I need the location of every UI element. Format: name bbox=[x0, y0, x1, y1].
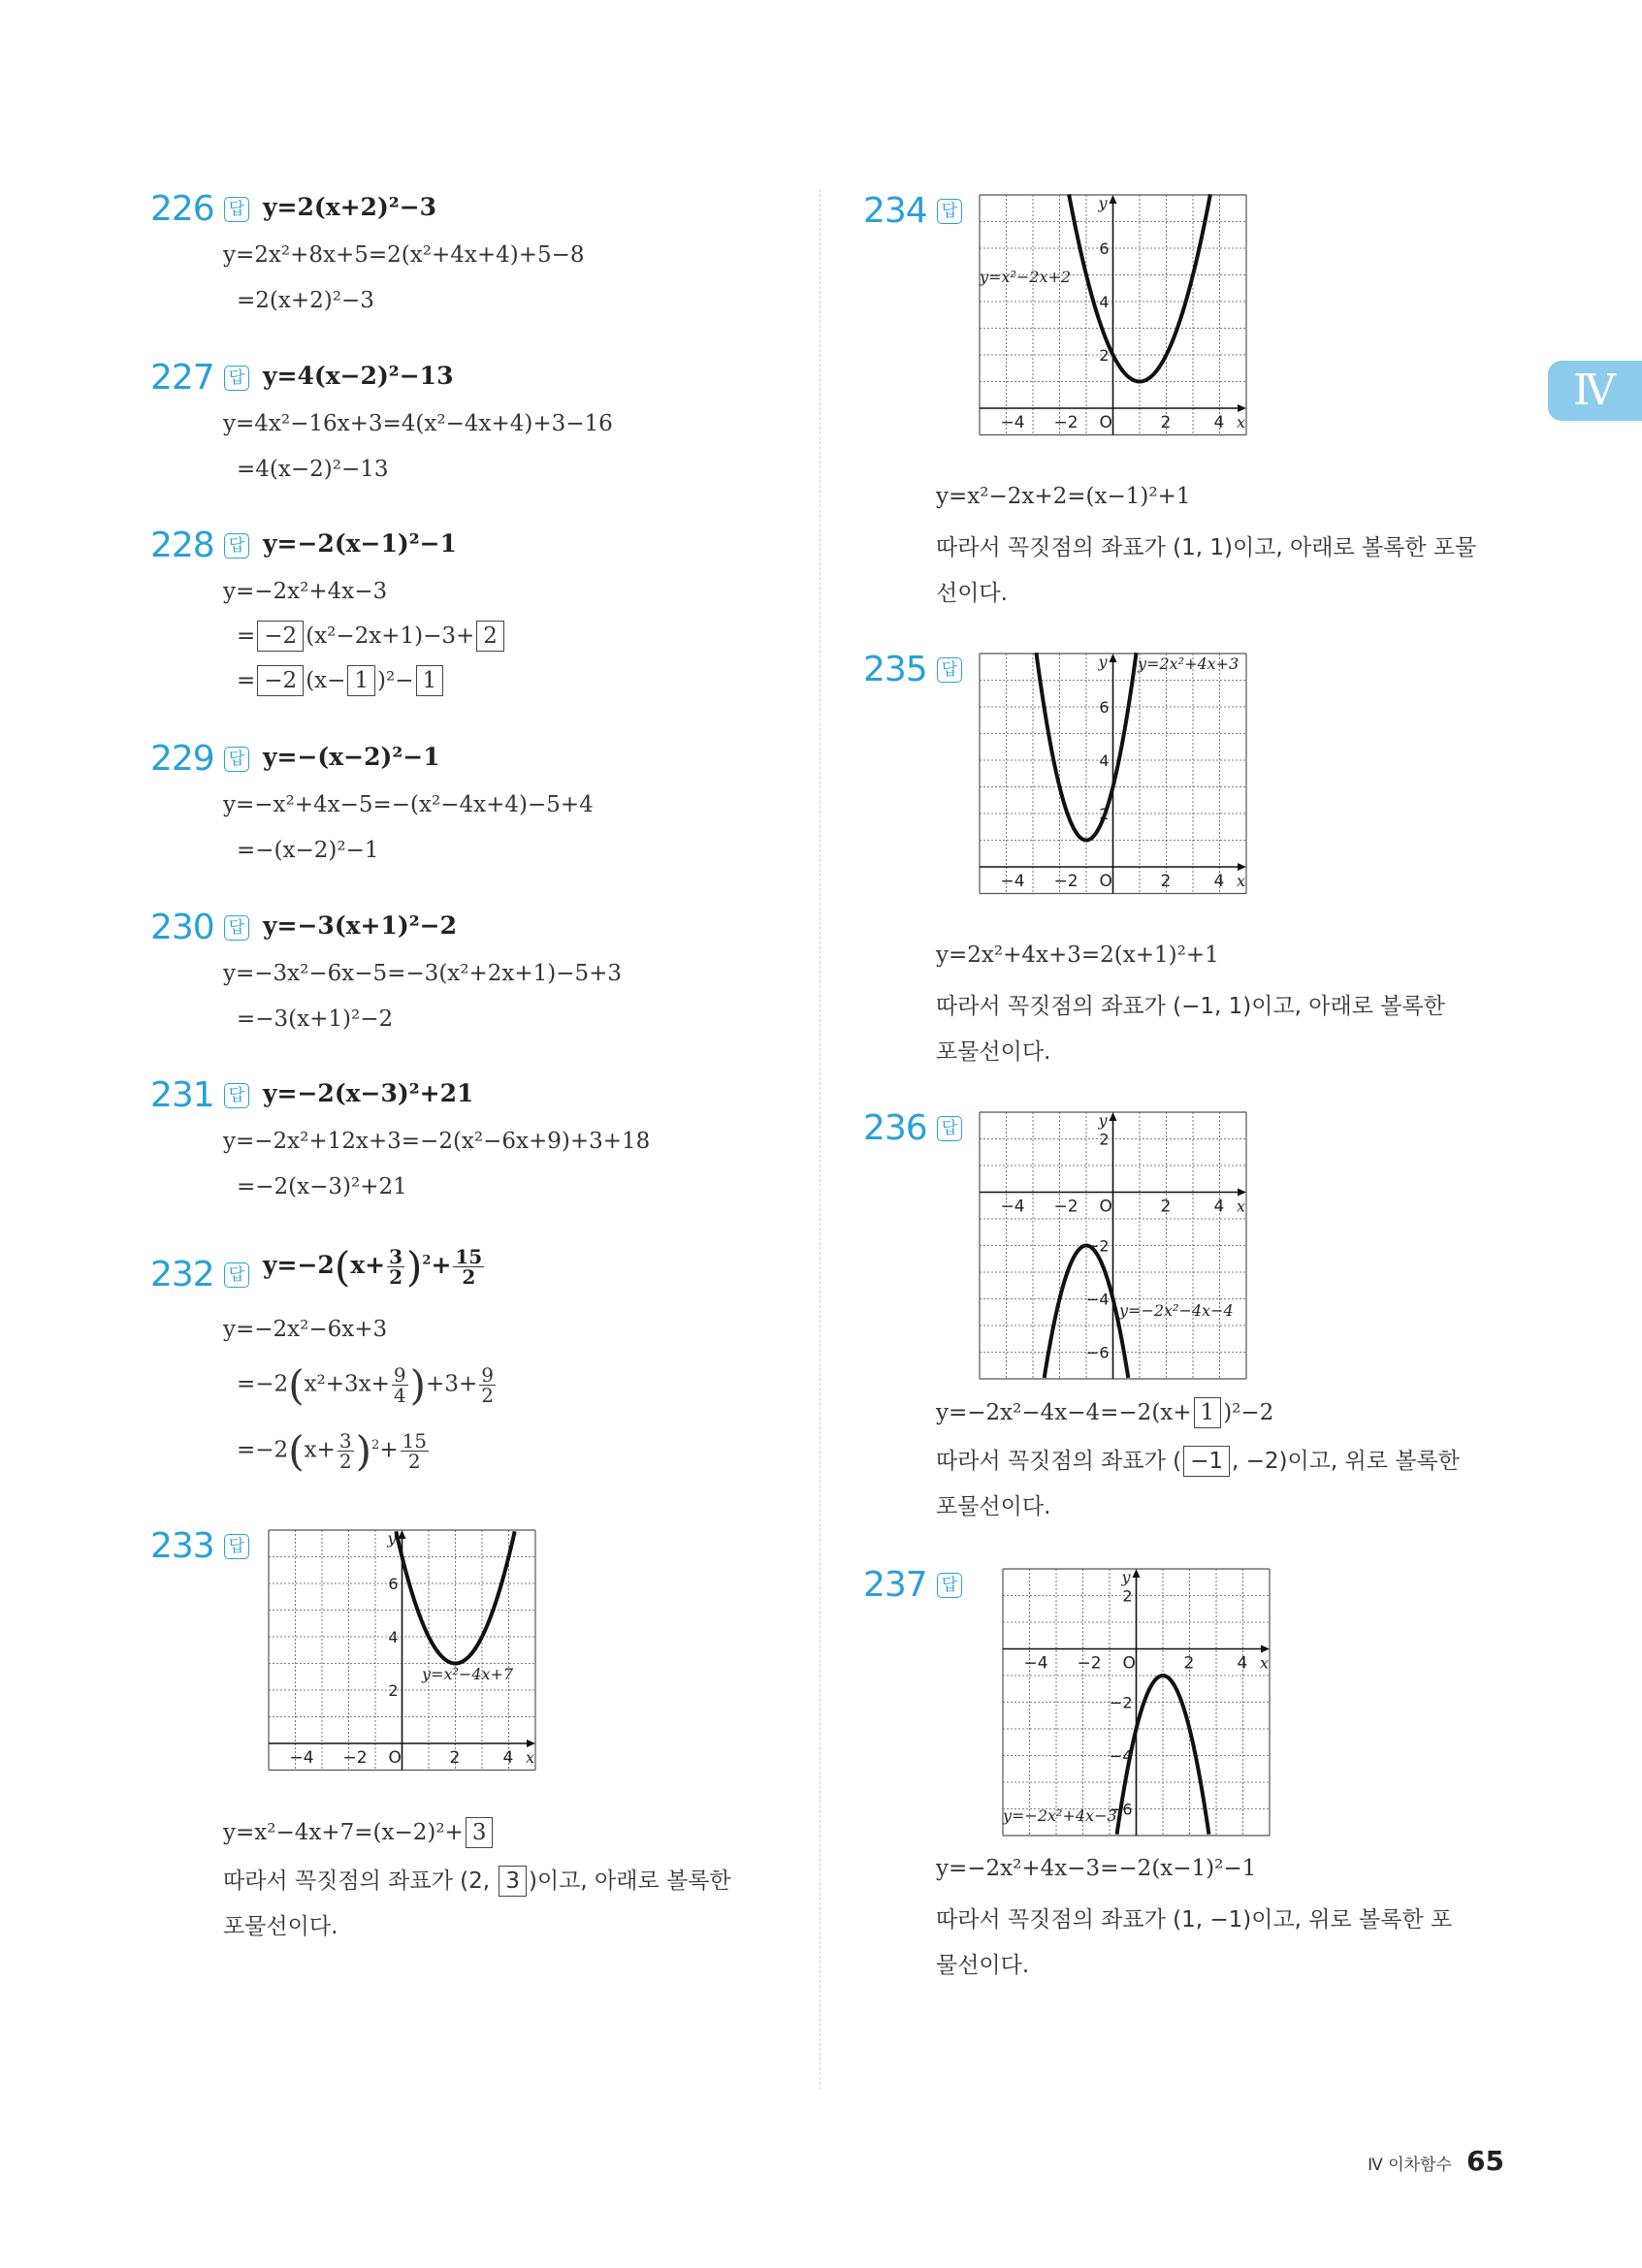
answer-badge: 답 bbox=[937, 657, 962, 683]
footer-section: Ⅳ 이차함수 bbox=[1368, 2156, 1452, 2175]
solution-line: 따라서 꼭짓점의 좌표가 (2, 3 )이고, 아래로 볼록한 bbox=[223, 1863, 731, 1897]
x-axis-arrow bbox=[1238, 863, 1246, 871]
x-tick-label: −4 bbox=[289, 1748, 314, 1768]
y-tick-label: −2 bbox=[1109, 1693, 1133, 1712]
solution-line: = −2 (x− 1 )²− 1 bbox=[237, 665, 445, 696]
answer: y=4(x−2)²−13 bbox=[263, 362, 454, 390]
y-tick-label: 2 bbox=[1122, 1586, 1133, 1606]
blank-box: 3 bbox=[466, 1817, 494, 1848]
x-axis-arrow bbox=[1261, 1645, 1270, 1653]
x-tick-label: O bbox=[1099, 1197, 1112, 1217]
equation-label: y=x²−2x+2 bbox=[980, 268, 1072, 286]
y-axis-arrow bbox=[1110, 1112, 1117, 1121]
y-tick-label: −6 bbox=[1085, 1343, 1110, 1362]
solution-line: y=−2x²−6x+3 bbox=[223, 1317, 388, 1342]
solution-line: y=−2x²+4x−3 bbox=[223, 579, 388, 604]
y-axis-label: y bbox=[1121, 1568, 1131, 1586]
problem-number: 227 bbox=[150, 358, 214, 398]
solution-line: =2(x+2)²−3 bbox=[237, 288, 374, 313]
x-tick-label: 4 bbox=[1213, 413, 1225, 432]
column-divider bbox=[820, 189, 821, 2090]
problem-number: 230 bbox=[150, 908, 214, 947]
answer-badge: 답 bbox=[224, 1262, 249, 1288]
answer-badge: 답 bbox=[937, 199, 962, 224]
answer: y=−3(x+1)²−2 bbox=[263, 911, 458, 940]
x-tick-label: 2 bbox=[449, 1748, 461, 1768]
x-tick-label: −2 bbox=[1053, 872, 1079, 891]
x-tick-label: 4 bbox=[1213, 872, 1225, 891]
equation-label: y=x²−4x+7 bbox=[422, 1665, 514, 1683]
solution-line: 포물선이다. bbox=[936, 1039, 1051, 1065]
answer-badge: 답 bbox=[224, 366, 249, 391]
blank-box: −2 bbox=[257, 665, 304, 696]
page-number: 65 bbox=[1466, 2145, 1504, 2177]
x-axis-label: x bbox=[526, 1748, 535, 1767]
solution-line: =−2(x²+3x+ $\frac{9}{4}$ )+3+ $\frac{9}{2}$ bbox=[237, 1361, 494, 1409]
y-tick-label: 6 bbox=[388, 1575, 399, 1593]
x-tick-label: −4 bbox=[1000, 413, 1025, 432]
y-tick-label: 2 bbox=[388, 1681, 399, 1700]
parabola-graph bbox=[978, 193, 1248, 437]
solution-line: y=−2x²−4x−4=−2(x+ 1 )²−2 bbox=[936, 1397, 1273, 1428]
answer-badge: 답 bbox=[937, 1116, 962, 1141]
answer-badge: 답 bbox=[224, 915, 249, 941]
problem-number: 231 bbox=[150, 1075, 214, 1115]
answer-badge: 답 bbox=[224, 1534, 249, 1559]
y-tick-label: 4 bbox=[1099, 751, 1110, 770]
solution-line: y=2x²+4x+3=2(x+1)²+1 bbox=[936, 942, 1219, 968]
chapter-tab: Ⅳ bbox=[1548, 361, 1642, 421]
page-footer bbox=[1368, 2145, 1504, 2177]
solution-line: 포물선이다. bbox=[936, 1494, 1051, 1519]
solution-line: 따라서 꼭짓점의 좌표가 (1, 1)이고, 아래로 볼록한 포물 bbox=[936, 535, 1477, 560]
graph-233 bbox=[267, 1528, 537, 1773]
x-tick-label: −4 bbox=[1000, 872, 1025, 891]
answer-badge: 답 bbox=[224, 747, 249, 772]
x-tick-label: 2 bbox=[1183, 1653, 1195, 1674]
equation-label: y=−2x²−4x−4 bbox=[1119, 1301, 1234, 1320]
blank-box: −2 bbox=[257, 621, 304, 652]
answer-badge: 답 bbox=[224, 1083, 249, 1108]
x-axis-arrow bbox=[1238, 1189, 1246, 1197]
parabola-graph bbox=[978, 1110, 1248, 1381]
answer: y=−2(x−1)²−1 bbox=[263, 529, 458, 558]
y-tick-label: −4 bbox=[1109, 1746, 1133, 1766]
fraction: $\frac{15}{2}$ bbox=[455, 1245, 483, 1289]
graph-236 bbox=[978, 1110, 1248, 1381]
parabola-graph bbox=[267, 1528, 537, 1773]
x-tick-label: 4 bbox=[1237, 1653, 1248, 1674]
x-axis-label: x bbox=[1237, 413, 1246, 431]
x-tick-label: 4 bbox=[1213, 1197, 1225, 1217]
y-tick-label: −4 bbox=[1085, 1290, 1110, 1309]
x-tick-label: O bbox=[1099, 872, 1112, 891]
solution-line: 물선이다. bbox=[936, 1953, 1030, 1978]
solution-line: 선이다. bbox=[936, 581, 1008, 606]
solution-line: =−2(x−3)²+21 bbox=[237, 1174, 407, 1199]
x-axis-arrow bbox=[1238, 404, 1246, 412]
graph-234 bbox=[978, 193, 1248, 437]
graph-235 bbox=[978, 652, 1248, 896]
answer: y=−(x−2)²−1 bbox=[263, 743, 440, 771]
y-axis-arrow bbox=[1110, 195, 1117, 204]
equation-label: y=2x²+4x+3 bbox=[1138, 655, 1240, 673]
solution-line: =−(x−2)²−1 bbox=[237, 838, 379, 863]
x-tick-label: O bbox=[388, 1748, 402, 1768]
answer: y=−2(x+ $\frac{3}{2}$ )$^2$+ $\frac{15}{2}$ bbox=[263, 1243, 483, 1291]
solution-line: = −2 (x²−2x+1)−3+ 2 bbox=[237, 621, 506, 652]
solution-line: =4(x−2)²−13 bbox=[237, 457, 389, 482]
answer-badge: 답 bbox=[937, 1573, 962, 1598]
fraction: $\frac{3}{2}$ bbox=[389, 1245, 402, 1289]
problem-number: 235 bbox=[863, 650, 927, 689]
y-axis-arrow bbox=[1110, 654, 1117, 662]
solution-line: 따라서 꼭짓점의 좌표가 (−1, 1)이고, 아래로 볼록한 bbox=[936, 994, 1445, 1019]
x-tick-label: 2 bbox=[1160, 1197, 1172, 1217]
solution-line: y=−x²+4x−5=−(x²−4x+4)−5+4 bbox=[223, 792, 594, 817]
solution-line: 따라서 꼭짓점의 좌표가 (1, −1)이고, 위로 볼록한 포 bbox=[936, 1907, 1453, 1933]
x-tick-label: 4 bbox=[502, 1748, 514, 1768]
problem-number: 236 bbox=[863, 1108, 927, 1148]
answer-badge: 답 bbox=[224, 197, 249, 222]
x-tick-label: 2 bbox=[1160, 872, 1172, 891]
problem-number: 229 bbox=[150, 739, 214, 779]
blank-box: 1 bbox=[416, 665, 444, 696]
problem-number: 234 bbox=[863, 191, 927, 231]
y-axis-label: y bbox=[387, 1529, 397, 1548]
answer: y=2(x+2)²−3 bbox=[263, 193, 437, 221]
fraction: $\frac{15}{2}$ bbox=[402, 1429, 427, 1473]
solution-line: 포물선이다. bbox=[223, 1914, 338, 1939]
x-tick-label: O bbox=[1122, 1653, 1136, 1674]
blank-box: 3 bbox=[499, 1866, 527, 1897]
parabola-graph bbox=[978, 652, 1248, 896]
y-tick-label: 2 bbox=[1099, 805, 1110, 823]
y-tick-label: −2 bbox=[1085, 1236, 1110, 1256]
x-tick-label: O bbox=[1099, 413, 1112, 432]
y-tick-label: 2 bbox=[1099, 346, 1110, 365]
fraction: $\frac{9}{4}$ bbox=[393, 1363, 406, 1407]
solution-line: y=4x²−16x+3=4(x²−4x+4)+3−16 bbox=[223, 411, 613, 436]
solution-line: =−2(x+ $\frac{3}{2}$ )$^2$+ $\frac{15}{2}$ bbox=[237, 1427, 427, 1475]
y-tick-label: −6 bbox=[1109, 1800, 1133, 1819]
y-axis-label: y bbox=[1098, 1111, 1108, 1130]
y-tick-label: 6 bbox=[1099, 240, 1110, 258]
x-tick-label: −2 bbox=[1077, 1653, 1102, 1674]
solution-line: y=−2x²+4x−3=−2(x−1)²−1 bbox=[936, 1856, 1257, 1881]
problem-number: 226 bbox=[150, 189, 214, 229]
solution-line: =−3(x+1)²−2 bbox=[237, 1006, 394, 1032]
x-axis-label: x bbox=[1260, 1653, 1270, 1673]
y-tick-label: 4 bbox=[388, 1628, 399, 1646]
graph-237 bbox=[1001, 1567, 1272, 1837]
x-axis-label: x bbox=[1237, 872, 1246, 890]
y-tick-label: 4 bbox=[1099, 293, 1110, 311]
x-tick-label: 2 bbox=[1160, 413, 1172, 432]
solution-line: y=2x²+8x+5=2(x²+4x+4)+5−8 bbox=[223, 242, 585, 268]
fraction: $\frac{3}{2}$ bbox=[338, 1429, 352, 1473]
y-tick-label: 6 bbox=[1099, 698, 1110, 717]
problem-number: 228 bbox=[150, 526, 214, 565]
solution-line: y=x²−4x+7=(x−2)²+ 3 bbox=[223, 1817, 495, 1848]
y-tick-label: 2 bbox=[1099, 1130, 1110, 1149]
y-axis-label: y bbox=[1098, 194, 1108, 212]
blank-box: −1 bbox=[1183, 1446, 1230, 1477]
x-axis-label: x bbox=[1237, 1197, 1246, 1216]
y-axis-label: y bbox=[1098, 653, 1108, 671]
fraction: $\frac{9}{2}$ bbox=[481, 1363, 494, 1407]
problem-number: 233 bbox=[150, 1526, 214, 1566]
problem-number: 237 bbox=[863, 1565, 927, 1605]
x-tick-label: −2 bbox=[1053, 1197, 1079, 1217]
answer: y=−2(x−3)²+21 bbox=[263, 1079, 474, 1107]
solution-line: 따라서 꼭짓점의 좌표가 ( −1 , −2)이고, 위로 볼록한 bbox=[936, 1443, 1460, 1477]
solution-line: y=−3x²−6x−5=−3(x²+2x+1)−5+3 bbox=[223, 961, 623, 986]
y-axis-arrow bbox=[1133, 1569, 1141, 1578]
blank-box: 1 bbox=[347, 665, 375, 696]
solution-line: y=x²−2x+2=(x−1)²+1 bbox=[936, 484, 1191, 509]
x-tick-label: −4 bbox=[1000, 1197, 1025, 1217]
x-tick-label: −2 bbox=[342, 1748, 368, 1768]
x-tick-label: −4 bbox=[1023, 1653, 1048, 1674]
parabola-graph bbox=[1001, 1567, 1272, 1837]
answer-badge: 답 bbox=[224, 533, 249, 559]
blank-box: 2 bbox=[476, 621, 504, 652]
equation-label: y=−2x²+4x−3 bbox=[1003, 1806, 1117, 1825]
problem-number: 232 bbox=[150, 1255, 214, 1294]
blank-box: 1 bbox=[1194, 1397, 1222, 1428]
solution-line: y=−2x²+12x+3=−2(x²−6x+9)+3+18 bbox=[223, 1129, 651, 1154]
x-tick-label: −2 bbox=[1053, 413, 1079, 432]
x-axis-arrow bbox=[527, 1740, 535, 1747]
